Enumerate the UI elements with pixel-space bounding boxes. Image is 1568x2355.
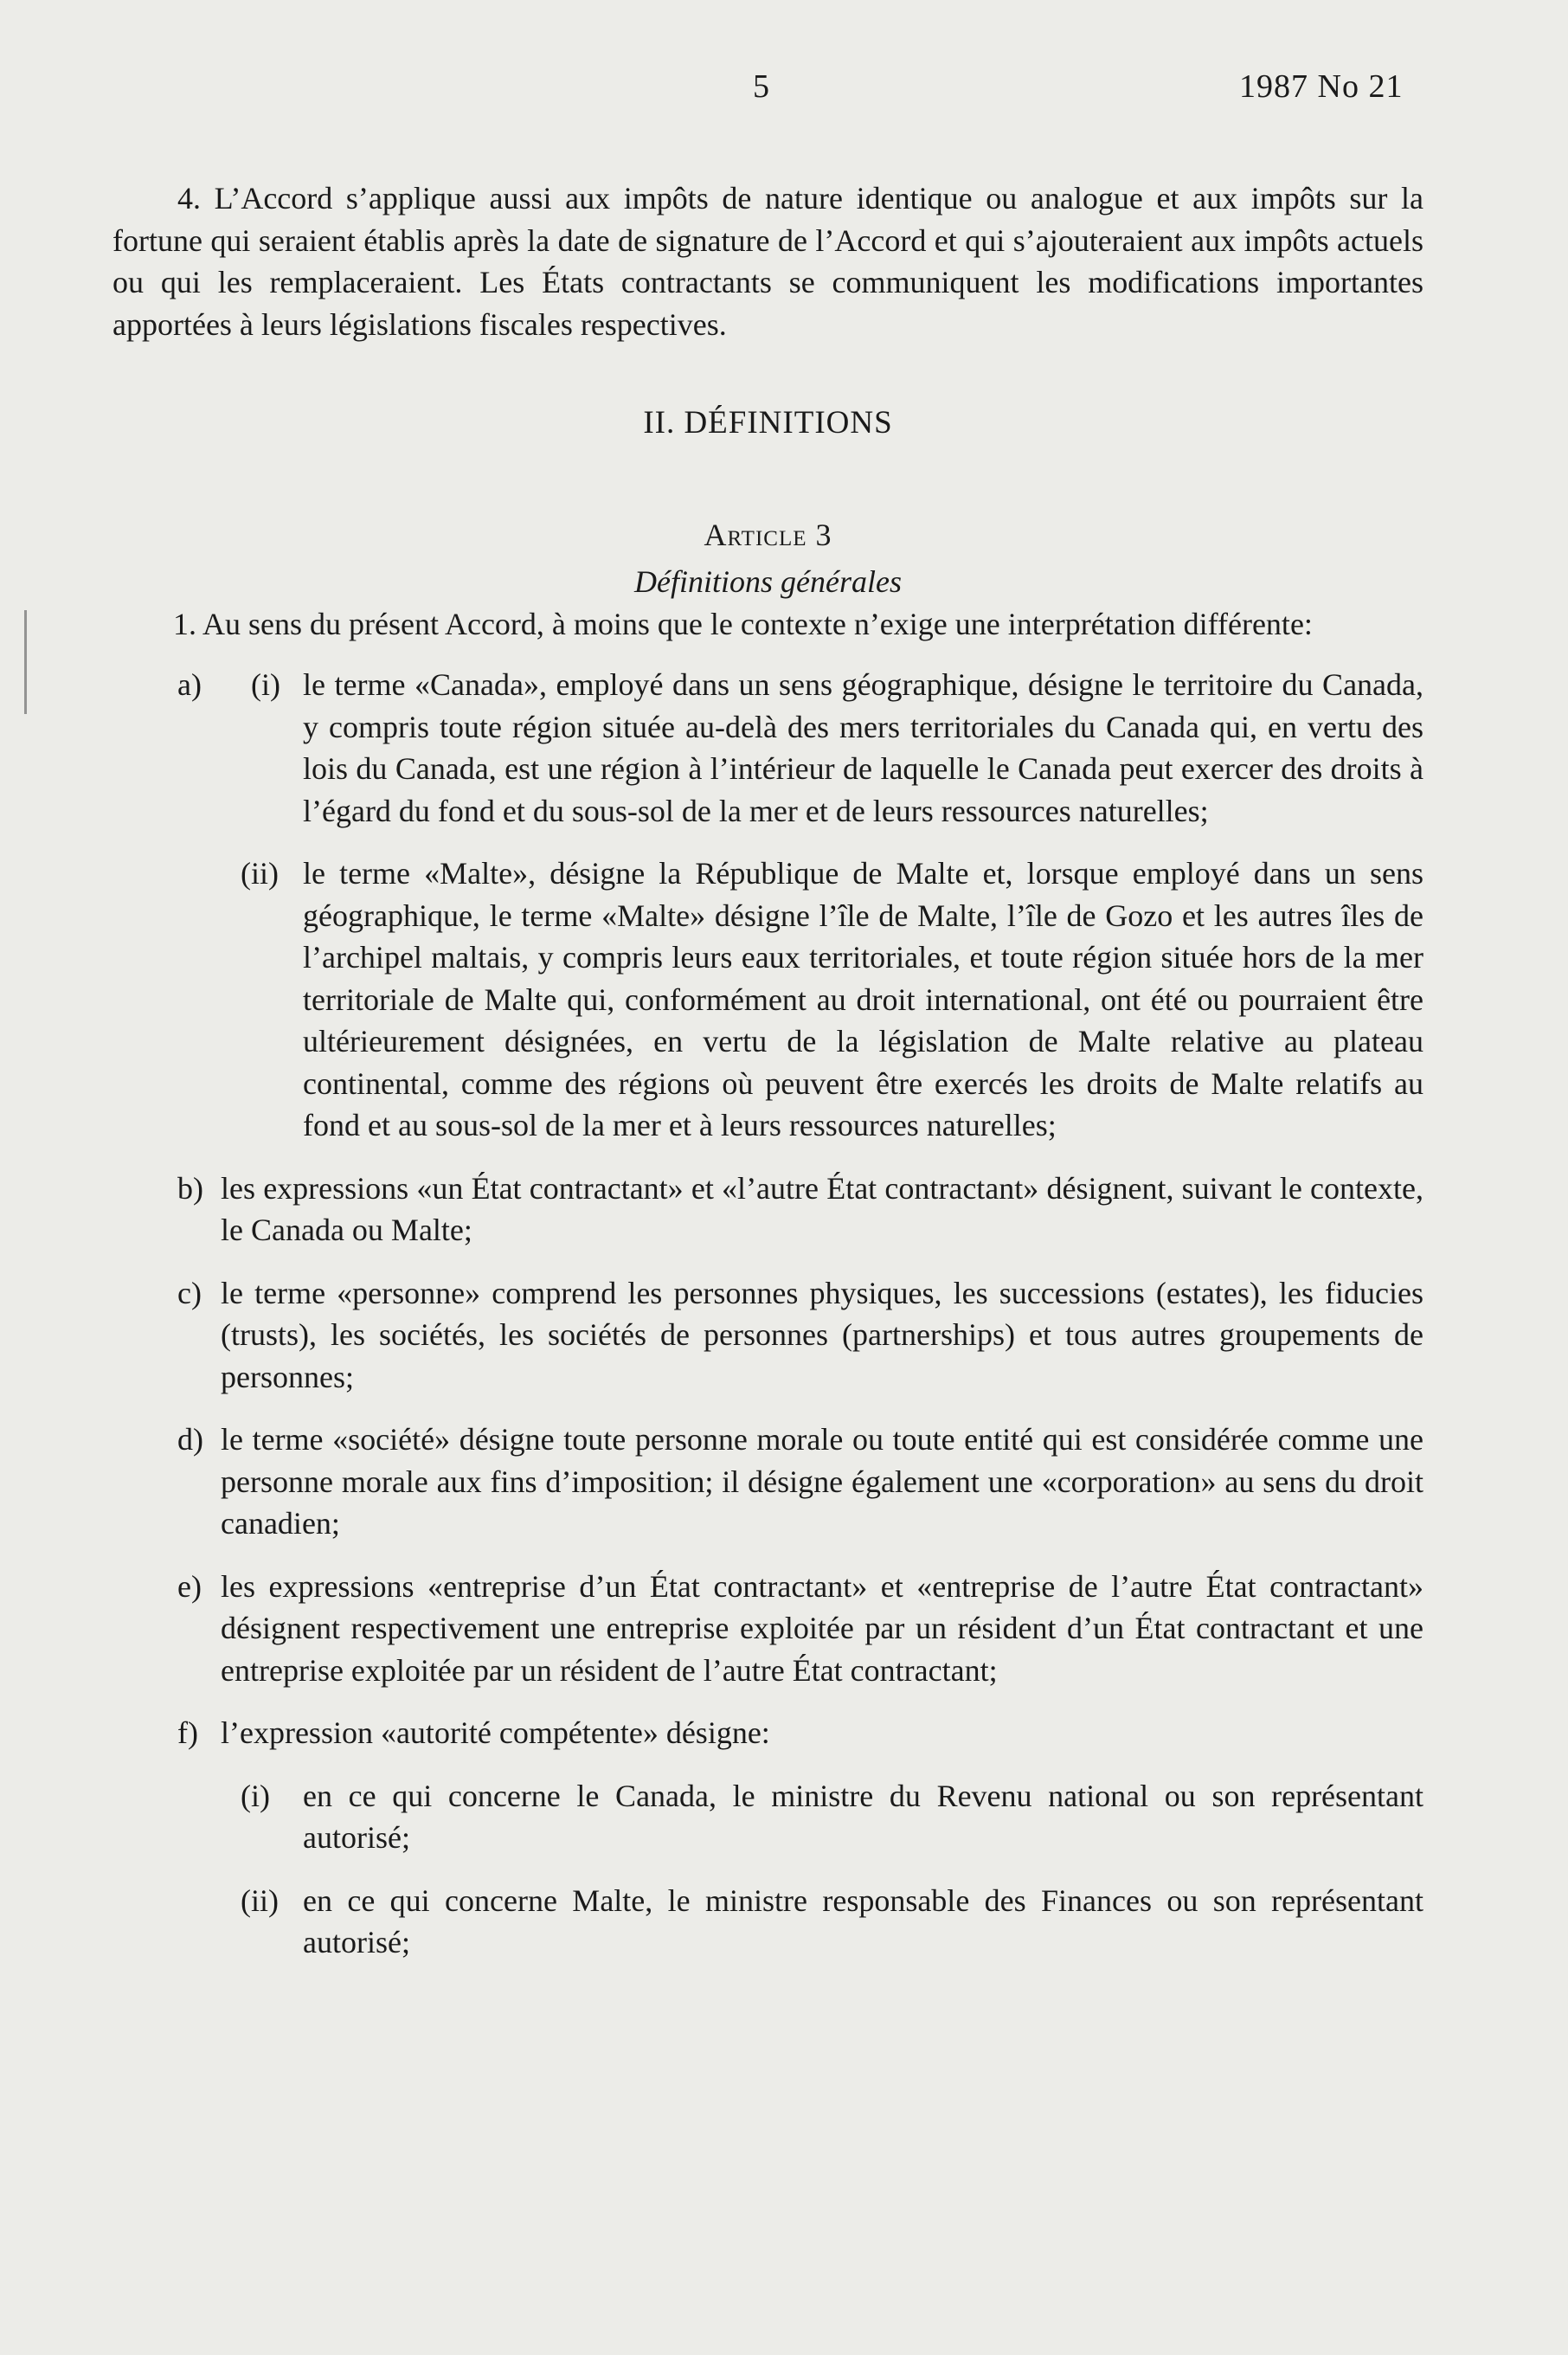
item-a-i-label: (i) xyxy=(251,667,280,702)
item-d xyxy=(112,1419,1423,1545)
item-a-ii xyxy=(112,853,1423,1147)
item-f-ii-label: (ii) xyxy=(241,1882,279,1918)
item-c-text: le terme «personne» comprend les personnes physiques, les successions (estates), les fiducies (trusts), les sociétés, les sociétés de personnes (partnerships) et tous autres groupements de personnes; xyxy=(221,1275,1423,1394)
item-f-ii-text: en ce qui concerne Malte, le ministre responsable des Finances ou son représentant autorisé; xyxy=(303,1882,1423,1959)
paragraph-1: 1. Au sens du présent Accord, à moins que le contexte n’exige une interprétation différente: xyxy=(173,606,1313,641)
item-b-text: les expressions «un État contractant» et «l’autre État contractant» désignent, suivant le contexte, le Canada ou Malte; xyxy=(221,1170,1423,1247)
item-f-i-text: en ce qui concerne le Canada, le ministre du Revenu national ou son représentant autorisé; xyxy=(303,1778,1423,1855)
document-body xyxy=(112,177,1423,1964)
item-f-ii xyxy=(112,1880,1423,1964)
item-c-label: c) xyxy=(177,1275,202,1310)
item-f-i-label: (i) xyxy=(241,1778,270,1813)
item-b-label: b) xyxy=(177,1170,203,1206)
item-d-label: d) xyxy=(177,1422,203,1457)
item-f xyxy=(112,1712,1423,1754)
margin-mark xyxy=(24,610,27,714)
paragraph-4: 4. L’Accord s’applique aussi aux impôts de nature identique ou analogue et aux impôts sur la fortune qui seraient établis après la date de signature de l’Accord et qui s’ajouteraient aux impôts actuels ou qui les remplaceraient. Les États contractants se communiquent les modifications importantes apportées à leurs législations fiscales respectives. xyxy=(112,181,1423,342)
item-f-label: f) xyxy=(177,1715,198,1750)
item-f-text: l’expression «autorité compétente» désigne: xyxy=(221,1715,770,1750)
item-c xyxy=(112,1272,1423,1399)
section-heading: II. DÉFINITIONS xyxy=(643,405,893,441)
page-number: 5 xyxy=(753,68,769,105)
item-f-i xyxy=(112,1775,1423,1859)
item-e-label: e) xyxy=(177,1568,202,1604)
item-a-ii-text: le terme «Malte», désigne la République de Malte et, lorsque employé dans un sens géographique, le terme «Malte» désigne l’île de Malte, l’île de Gozo et les autres îles de l’archipel maltais, y compris leurs eaux territoriales, et toute région située hors de la mer territoriale de Malte qui, conformément au droit international, ont été ou pourraient être ultérieurement désignées, en vertu de la législation de Malte relative au plateau continental, comme des régions où peuvent être exercés les droits de Malte relatifs au fond et au sous-sol de la mer et à leurs ressources naturelles; xyxy=(303,856,1423,1142)
item-a-ii-label: (ii) xyxy=(241,856,279,891)
item-e-text: les expressions «entreprise d’un État contractant» et «entreprise de l’autre État contractant» désignent respectivement une entreprise exploitée par un résident d’un État contractant et une entreprise exploitée par un résident de l’autre État contractant; xyxy=(221,1568,1423,1688)
item-a-i-text: le terme «Canada», employé dans un sens géographique, désigne le territoire du Canada, y compris toute région située au-delà des mers territoriales du Canada qui, en vertu des lois du Canada, est une région à l’intérieur de laquelle le Canada peut exercer des droits à l’égard du fond et du sous-sol de la mer et de leurs ressources naturelles; xyxy=(303,667,1423,828)
item-e xyxy=(112,1566,1423,1692)
article-title: Article 3 xyxy=(704,517,832,552)
item-d-text: le terme «société» désigne toute personne morale ou toute entité qui est considérée comme une personne morale aux fins d’imposition; il désigne également une «corporation» au sens du droit canadien; xyxy=(221,1422,1423,1541)
page-header xyxy=(0,68,1568,119)
article-subtitle: Définitions générales xyxy=(634,564,902,599)
item-a-label: a) xyxy=(177,667,202,702)
item-a xyxy=(112,664,1423,832)
item-b xyxy=(112,1168,1423,1251)
document-reference: 1987 No 21 xyxy=(1239,68,1404,105)
